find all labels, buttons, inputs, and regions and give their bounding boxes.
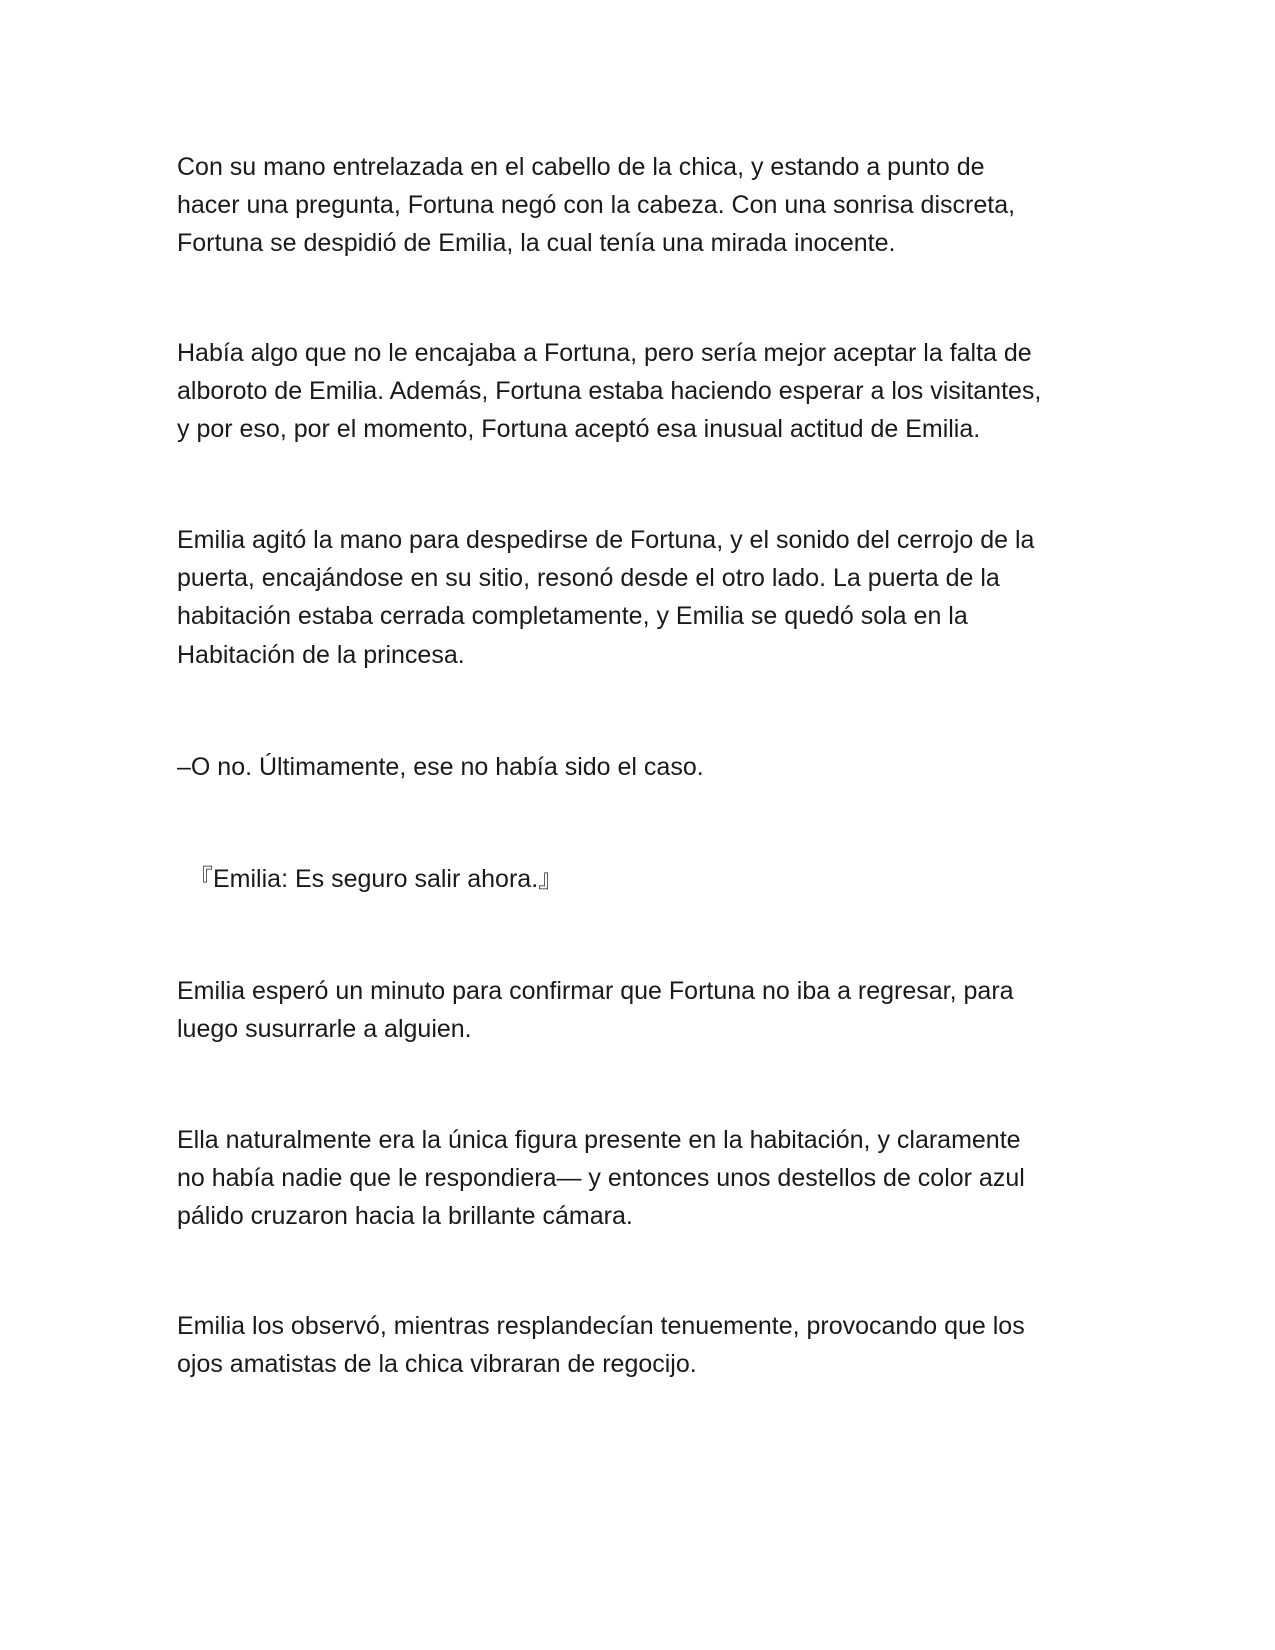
text-line: puerta, encajándose en su sitio, resonó desde el otro lado. La puerta de la bbox=[177, 564, 1000, 593]
dialogue-line: 『Emilia: Es seguro salir ahora.』 bbox=[188, 865, 564, 893]
paragraph bbox=[177, 1307, 1117, 1383]
paragraph bbox=[177, 148, 1117, 263]
paragraph bbox=[177, 748, 1117, 786]
text-line: no había nadie que le respondiera— y entonces unos destellos de color azul bbox=[177, 1164, 1025, 1193]
text-line: pálido cruzaron hacia la brillante cámara. bbox=[177, 1202, 633, 1231]
text-line: Emilia agitó la mano para despedirse de Fortuna, y el sonido del cerrojo de la bbox=[177, 526, 1035, 554]
text-line: y por eso, por el momento, Fortuna aceptó esa inusual actitud de Emilia. bbox=[177, 415, 981, 444]
text-line: luego susurrarle a alguien. bbox=[177, 1015, 472, 1044]
paragraph bbox=[177, 334, 1117, 449]
text-line: Con su mano entrelazada en el cabello de la chica, y estando a punto de bbox=[177, 153, 985, 181]
dialogue-paragraph bbox=[188, 860, 1128, 898]
paragraph bbox=[177, 972, 1117, 1048]
text-line: ojos amatistas de la chica vibraran de regocijo. bbox=[177, 1350, 697, 1379]
text-line: Habitación de la princesa. bbox=[177, 640, 465, 669]
text-line: Fortuna se despidió de Emilia, la cual tenía una mirada inocente. bbox=[177, 229, 896, 258]
paragraph bbox=[177, 521, 1117, 674]
text-line: habitación estaba cerrada completamente, y Emilia se quedó sola en la bbox=[177, 602, 968, 631]
text-line: Ella naturalmente era la única figura presente en la habitación, y claramente bbox=[177, 1126, 1021, 1154]
paragraph bbox=[177, 1121, 1117, 1236]
text-line: Había algo que no le encajaba a Fortuna, pero sería mejor aceptar la falta de bbox=[177, 339, 1032, 367]
text-line: Emilia esperó un minuto para confirmar que Fortuna no iba a regresar, para bbox=[177, 977, 1014, 1005]
text-line: alboroto de Emilia. Además, Fortuna estaba haciendo esperar a los visitantes, bbox=[177, 377, 1042, 406]
text-line: hacer una pregunta, Fortuna negó con la cabeza. Con una sonrisa discreta, bbox=[177, 191, 1016, 220]
text-line: –O no. Últimamente, ese no había sido el caso. bbox=[177, 753, 704, 781]
text-line: Emilia los observó, mientras resplandecían tenuemente, provocando que los bbox=[177, 1312, 1025, 1340]
